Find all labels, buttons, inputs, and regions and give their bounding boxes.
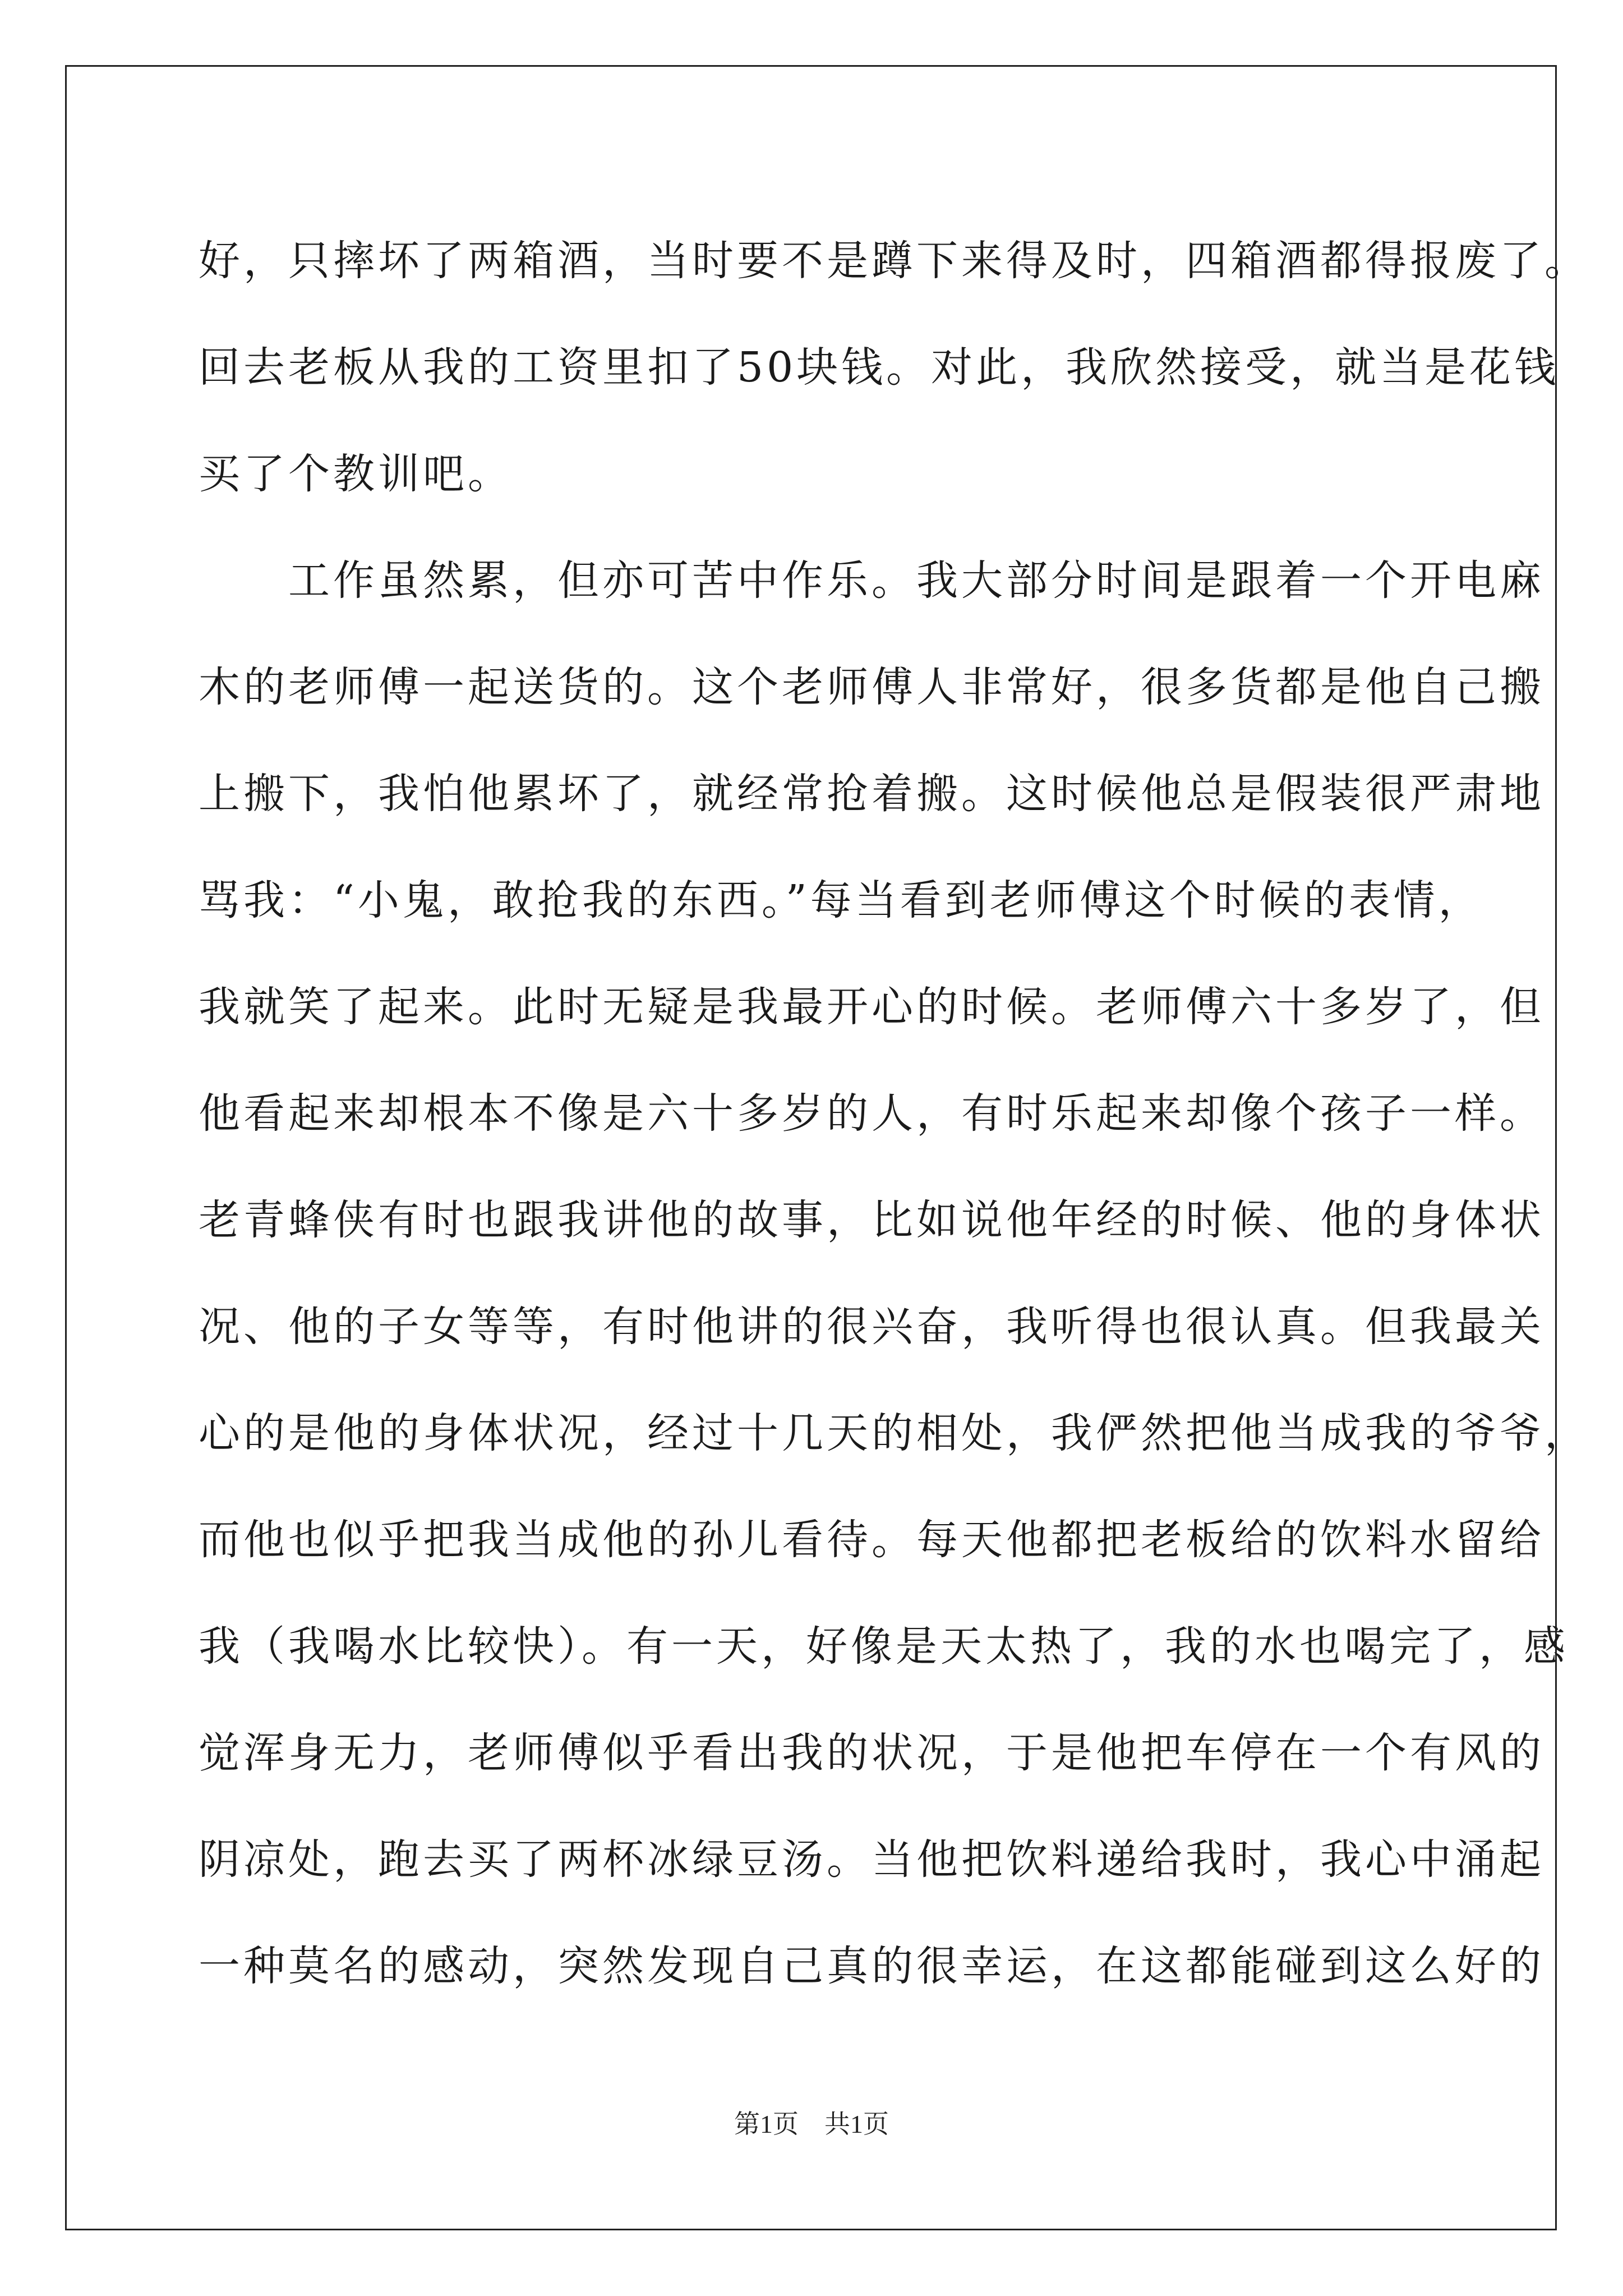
text-line: 好，只摔坏了两箱酒，当时要不是蹲下来得及时，四箱酒都得报废了。	[199, 237, 1589, 285]
text-line: 而他也似乎把我当成他的孙儿看待。每天他都把老板给的饮料水留给	[199, 1516, 1544, 1564]
page-footer: 第1页 共1页	[734, 2110, 889, 2138]
text-line: 阴凉处，跑去买了两杯冰绿豆汤。当他把饮料递给我时，我心中涌起	[199, 1835, 1544, 1884]
text-line: 觉浑身无力，老师傅似乎看出我的状况，于是他把车停在一个有风的	[199, 1729, 1544, 1777]
text-line: 他看起来却根本不像是六十多岁的人，有时乐起来却像个孩子一样。	[199, 1089, 1544, 1138]
text-line: 我就笑了起来。此时无疑是我最开心的时候。老师傅六十多岁了，但	[199, 983, 1544, 1031]
text-line: 工作虽然累，但亦可苦中作乐。我大部分时间是跟着一个开电麻	[199, 556, 1544, 605]
document-body	[199, 208, 1589, 2019]
text-line: 况、他的子女等等，有时他讲的很兴奋，我听得也很认真。但我最关	[199, 1303, 1544, 1351]
text-line: 木的老师傅一起送货的。这个老师傅人非常好，很多货都是他自己搬	[199, 663, 1544, 711]
text-line: 老青蜂侠有时也跟我讲他的故事，比如说他年经的时候、他的身体状	[199, 1196, 1544, 1244]
text-line: 我（我喝水比较快）。有一天，好像是天太热了，我的水也喝完了，感	[199, 1622, 1569, 1671]
text-line: 心的是他的身体状况，经过十几天的相处，我俨然把他当成我的爷爷，	[199, 1409, 1589, 1457]
text-line: 一种莫名的感动，突然发现自己真的很幸运，在这都能碰到这么好的	[199, 1942, 1544, 1990]
text-line: 买了个教训吧。	[199, 450, 513, 498]
text-line: 骂我：“小鬼，敢抢我的东西。”每当看到老师傅这个时候的表情，	[199, 876, 1483, 924]
text-line: 上搬下，我怕他累坏了，就经常抢着搬。这时候他总是假装很严肃地	[199, 770, 1544, 818]
text-line: 回去老板从我的工资里扣了50块钱。对此，我欣然接受，就当是花钱	[199, 343, 1560, 392]
